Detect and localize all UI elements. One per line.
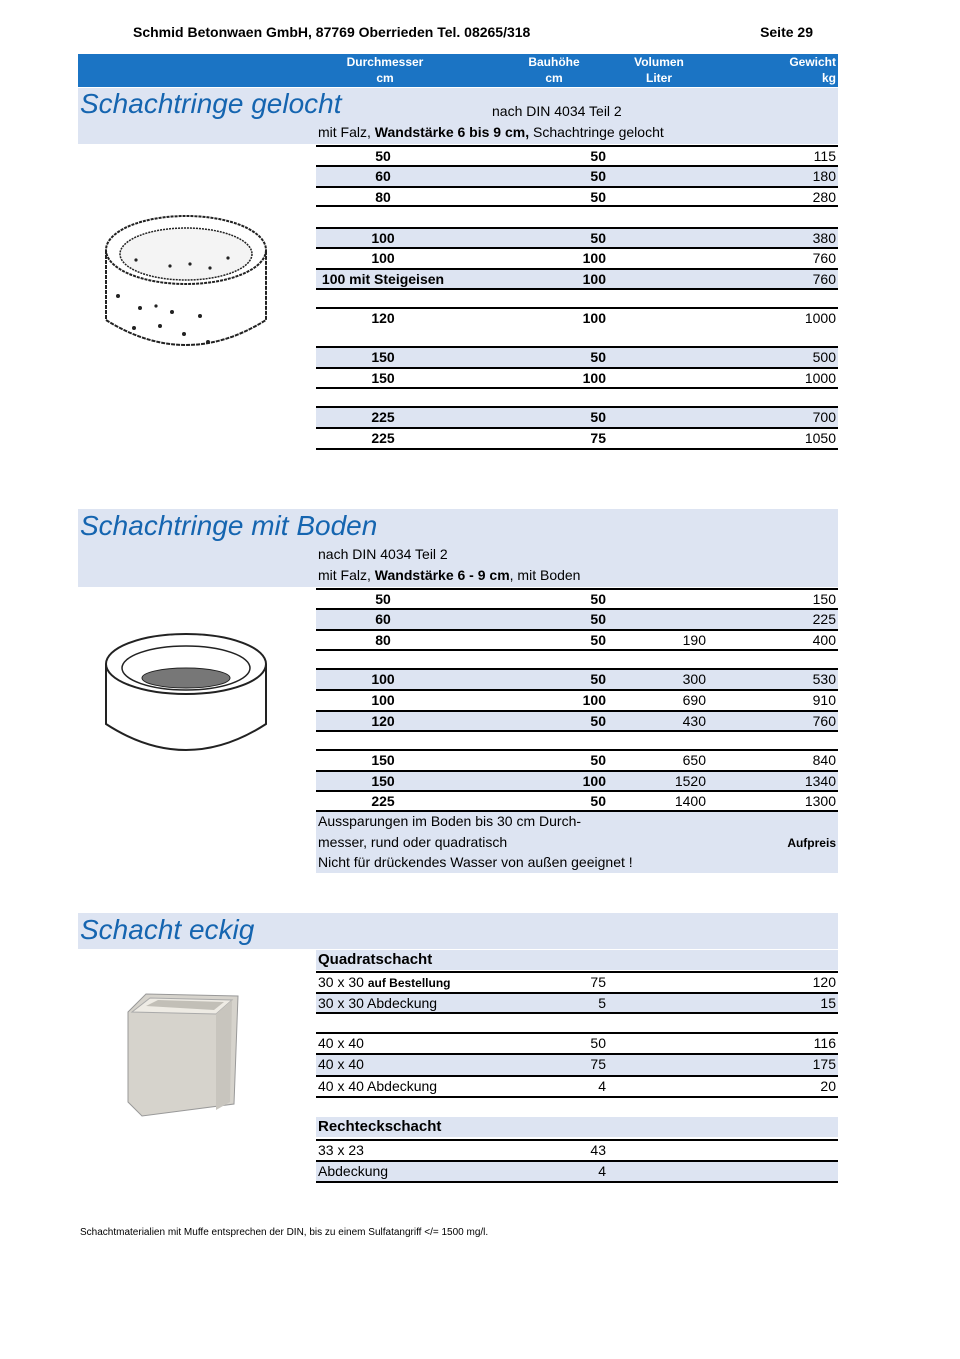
section3-table-row [316,1075,838,1097]
section2-desc: mit Falz, Wandstärke 6 - 9 cm, mit Boden [318,567,581,583]
section1-table-row [316,165,838,187]
cell-name: 40 x 40 [318,1056,364,1072]
cell-durchmesser: 120 [371,713,395,729]
section1-table-row [316,268,838,290]
section2-table-row [316,790,838,812]
section1-table-row [316,427,838,449]
section1-table-row [316,227,838,249]
quadratschacht-subheader: Quadratschacht [316,950,838,970]
cell-gewicht: 760 [812,713,836,729]
cell-gewicht: 910 [812,692,836,708]
section2-table-row [316,710,838,732]
cell-gewicht: 1050 [804,430,836,446]
col-durchmesser: Durchmesser cm [346,55,424,85]
cell-bauhoehe: 100 [582,310,606,326]
cell-durchmesser: 225 [371,430,395,446]
company-line: Schmid Betonwaen GmbH, 87769 Oberrieden Tel. 08265/318 [133,24,531,40]
section1-table-row [316,346,838,368]
cell-gewicht: 530 [812,671,836,687]
section3-table-row [316,1053,838,1075]
cell-durchmesser: 80 [375,189,391,205]
cell-volumen: 1400 [674,793,706,809]
section1-table-row [316,307,838,329]
cell-gewicht: 760 [812,250,836,266]
cell-bauhoehe: 100 [582,271,606,287]
cell-durchmesser: 120 [371,310,395,326]
section1-table-row [316,145,838,167]
cell-bauhoehe: 50 [590,611,606,627]
note-aufpreis: Aufpreis [787,836,836,850]
cell-name: 33 x 23 [318,1142,364,1158]
col-bauhoehe: Bauhöhe cm [528,55,580,85]
cell-volumen: 190 [682,632,706,648]
cell-bauhoehe: 50 [590,349,606,365]
cell-bauhoehe: 50 [590,752,606,768]
cell-bauhoehe: 50 [590,168,606,184]
page-number: Seite 29 [760,24,813,40]
cell-gewicht: 1300 [804,793,836,809]
cell-bauhoehe: 100 [582,250,606,266]
section2-norm: nach DIN 4034 Teil 2 [318,546,448,562]
col-gewicht: Gewicht kg [789,55,836,85]
cell-gewicht: 20 [820,1078,836,1094]
table-divider [316,1012,838,1014]
cell-bauhoehe: 50 [590,671,606,687]
cell-bauhoehe: 4 [598,1163,606,1179]
cell-name: Abdeckung [318,1163,389,1179]
cell-volumen: 300 [682,671,706,687]
cell-bauhoehe: 100 [582,370,606,386]
note-rund: messer, rund oder quadratisch [318,834,508,850]
cell-gewicht: 500 [812,349,836,365]
section3-table-row [316,971,838,993]
cell-bauhoehe: 50 [590,632,606,648]
cell-durchmesser: 100 [371,250,395,266]
column-header-bar [78,54,838,87]
cell-bauhoehe: 50 [590,713,606,729]
square-shaft-image [124,992,240,1118]
section3-table-row [316,1032,838,1054]
cell-bauhoehe: 50 [590,1035,606,1051]
section2-table-row [316,770,838,792]
section1-table-row [316,367,838,389]
cell-bauhoehe: 50 [590,148,606,164]
cell-gewicht: 15 [820,995,836,1011]
section1-table-row [316,247,838,269]
cell-bauhoehe: 43 [590,1142,606,1158]
page-header [133,24,813,40]
cell-gewicht: 1340 [804,773,836,789]
section2-table-row [316,668,838,690]
cell-volumen: 690 [682,692,706,708]
section2-table-row [316,629,838,651]
cell-note: auf Bestellung [367,976,451,990]
col-volumen: Volumen Liter [634,55,684,85]
cell-durchmesser: 80 [375,632,391,648]
section1-title: Schachtringe gelocht [80,88,342,119]
cell-bauhoehe: 75 [590,974,606,990]
cell-bauhoehe: 100 [582,692,606,708]
cell-bauhoehe: 50 [590,793,606,809]
note-aussparungen: Aussparungen im Boden bis 30 cm Durch- [318,813,582,829]
cell-bauhoehe: 4 [598,1078,606,1094]
cell-durchmesser: 100 mit Steigeisen [321,271,445,287]
cell-gewicht: 120 [812,974,836,990]
cell-name: 40 x 40 [318,1035,364,1051]
cell-gewicht: 175 [812,1056,836,1072]
cell-durchmesser: 150 [371,370,395,386]
cell-gewicht: 400 [812,632,836,648]
cell-bauhoehe: 50 [590,189,606,205]
cell-gewicht: 116 [813,1035,836,1051]
cell-volumen: 650 [682,752,706,768]
cell-durchmesser: 60 [375,611,391,627]
cell-name: 40 x 40 Abdeckung [318,1078,438,1094]
cell-durchmesser: 50 [375,591,391,607]
section1-table-row [316,406,838,428]
section1-desc: mit Falz, Wandstärke 6 bis 9 cm, Schachtringe gelocht [318,124,664,140]
table-divider [316,649,838,651]
cell-name: 30 x 30 Abdeckung [318,995,438,1011]
section3-table-row [316,992,838,1014]
cell-name: 30 x 30 auf Bestellung [318,974,451,990]
cell-volumen: 430 [682,713,706,729]
section2-title: Schachtringe mit Boden [80,510,378,541]
section2-table-row [316,689,838,711]
section2-table-row [316,608,838,630]
cell-durchmesser: 50 [375,148,391,164]
section2-table-row [316,749,838,771]
cell-bauhoehe: 75 [590,1056,606,1072]
rechteckschacht-subheader: Rechteckschacht [316,1117,838,1137]
section3-title: Schacht eckig [80,914,255,945]
table-divider [316,387,838,389]
table-divider [316,288,838,290]
cell-gewicht: 700 [812,409,836,425]
cell-durchmesser: 60 [375,168,391,184]
cell-gewicht: 280 [812,189,836,205]
cell-gewicht: 180 [812,168,836,184]
cell-bauhoehe: 50 [590,230,606,246]
cell-durchmesser: 100 [371,692,395,708]
table-divider [316,730,838,732]
cell-gewicht: 150 [812,591,836,607]
table-divider [316,1096,838,1098]
cell-durchmesser: 225 [371,793,395,809]
footer-note: Schachtmaterialien mit Muffe entsprechen der DIN, bis zu einem Sulfatangriff </= 1500 mg/l. [80,1227,489,1238]
cell-volumen: 1520 [674,773,706,789]
cell-durchmesser: 150 [371,349,395,365]
cell-gewicht: 1000 [804,310,836,326]
cell-gewicht: 840 [812,752,836,768]
cell-durchmesser: 150 [371,752,395,768]
table-divider [316,1181,838,1183]
cell-durchmesser: 225 [371,409,395,425]
cell-gewicht: 225 [812,611,836,627]
perforated-ring-image [100,208,272,360]
cell-bauhoehe: 75 [590,430,606,446]
table-divider [316,448,838,450]
cell-durchmesser: 100 [371,230,395,246]
ring-with-bottom-image [100,628,272,762]
cell-durchmesser: 100 [371,671,395,687]
cell-gewicht: 115 [813,148,836,164]
table-divider [316,205,838,207]
section3-table-row [316,1139,838,1161]
section3-table-row [316,1160,838,1182]
cell-gewicht: 1000 [804,370,836,386]
section2-table-row [316,588,838,610]
cell-gewicht: 760 [812,271,836,287]
cell-durchmesser: 150 [371,773,395,789]
cell-bauhoehe: 5 [598,995,606,1011]
note-druckwasser: Nicht für drückendes Wasser von außen geeignet ! [318,854,633,870]
cell-bauhoehe: 50 [590,409,606,425]
section1-norm: nach DIN 4034 Teil 2 [492,103,622,119]
cell-gewicht: 380 [812,230,836,246]
cell-bauhoehe: 100 [582,773,606,789]
cell-bauhoehe: 50 [590,591,606,607]
